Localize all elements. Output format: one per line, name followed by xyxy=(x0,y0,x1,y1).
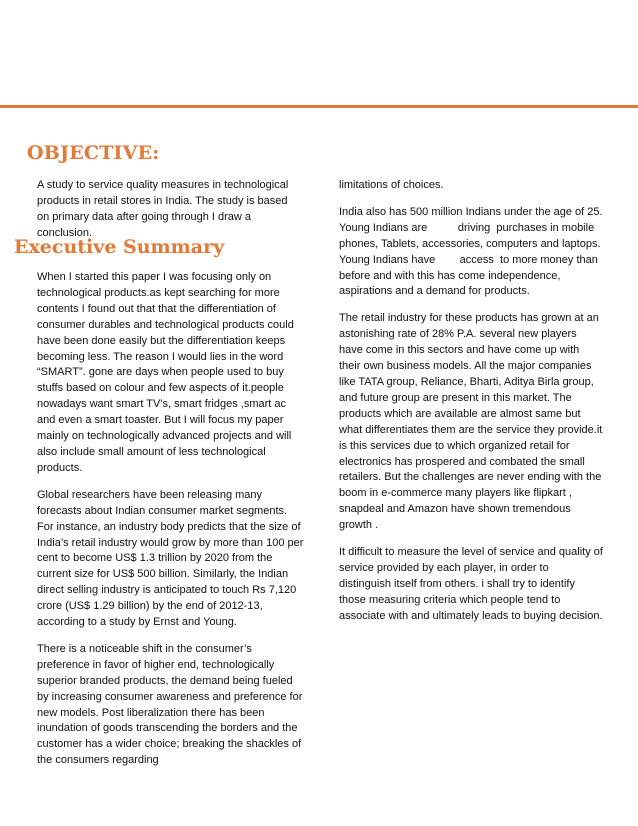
header-rule xyxy=(0,105,638,108)
executive-summary-heading: Executive Summary xyxy=(14,236,225,258)
right-paragraph-4: It difficult to measure the level of service and quality of service provided by each player, in order to distinguish itself from others. i shall try to identify those measuring criteria which people tend to associate with and ultimately leads to buying decision. xyxy=(339,546,603,622)
summary-paragraph-3: There is a noticeable shift in the consumer’s preference in favor of higher end, technologically superior branded products, the demand being fueled by increasing consumer awareness and preference for new models. Post liberalization there has been inundation of goods transcending the borders and the customer has a wider choice; breaking the shackles of the consumers regarding xyxy=(37,642,303,767)
right-column xyxy=(339,178,606,636)
objective-paragraph: A study to service quality measures in technological products in retail stores in India. The study is based on primary data after going through I draw a conclusion. xyxy=(37,179,289,239)
right-paragraph-1: limitations of choices. xyxy=(339,179,444,191)
objective-heading: OBJECTIVE: xyxy=(27,142,160,164)
right-paragraph-2: India also has 500 million Indians under the age of 25. Young Indians are driving purchases in mobile phones, Tablets, accessories, computers and laptops. Young Indians have access to more money than before and with this has come independence, aspirations and a demand for products. xyxy=(339,205,606,298)
summary-paragraph-2: Global researchers have been releasing many forecasts about Indian consumer market segments. For instance, an industry body predicts that the size of India’s retail industry would grow by more than 100 per cent to become US$ 1.3 trillion by 2020 from the current size for US$ 500 billion. Similarly, the Indian direct selling industry is anticipated to touch Rs 7,120 crore (US$ 1.29 billion) by the end of 2012-13, according to a study by Ernst and Young. xyxy=(37,488,304,629)
executive-summary-section xyxy=(37,270,305,780)
right-paragraph-3: The retail industry for these products has grown at an astonishing rate of 28% P.A. several new players have come in this sectors and have come up with their own business models. All the major companies like TATA group, Reliance, Bharti, Aditya Birla group, and future group are present in this market. The products which are available are almost same but what differentiates them are the service they provide.it is this services due to which organized retail for electronics has prospered and combated the small retailers. But the challenges are never ending with the boom in e-commerce many players like flipkart , snapdeal and Amazon have shown tremendous growth . xyxy=(339,312,603,532)
summary-paragraph-1: When I started this paper I was focusing only on technological products.as kept searching for more contents I found out that that the differentiation of consumer durables and technological products could have been done easily but the differentiation keeps becoming less. The reason I would lies in the word “SMART”. gone are days when people used to buy stuffs based on colour and few aspects of it.people nowadays want smart TV’s, smart fridges ,smart ac and even a smart toaster. But I will focus my paper mainly on technologically advanced projects and will also include small amount of less technological products. xyxy=(37,271,294,474)
